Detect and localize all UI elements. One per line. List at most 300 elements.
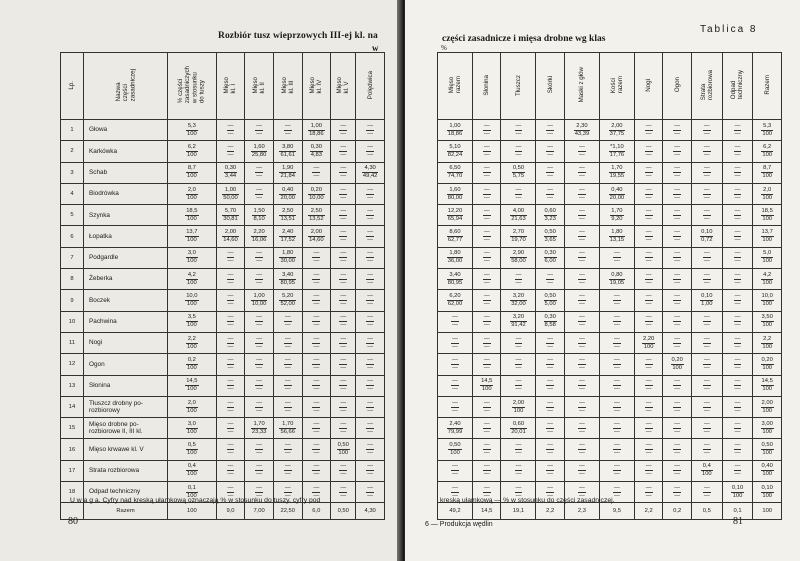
value-of-part: —: [256, 322, 263, 329]
table-row: [438, 205, 782, 226]
fraction: [673, 336, 681, 351]
value-cell: [722, 439, 753, 460]
fraction: [515, 272, 523, 287]
value-of-carcass: 1,00: [251, 293, 268, 301]
fraction: [703, 357, 711, 372]
value-of-carcass: —: [313, 293, 320, 300]
fraction: [546, 144, 554, 159]
value-cell: [472, 247, 501, 268]
value-of-part: —: [367, 258, 374, 265]
value-of-part: —: [227, 471, 234, 478]
value-cell: [722, 269, 753, 290]
value-of-carcass: 12,20: [447, 207, 463, 214]
fraction: [339, 485, 347, 500]
value-cell: [472, 439, 501, 460]
value-cell: [564, 183, 599, 204]
fraction: [609, 144, 626, 159]
fraction: [578, 272, 586, 287]
value-of-carcass: —: [284, 378, 291, 385]
value-of-part: —: [483, 173, 490, 180]
fraction: [186, 272, 198, 287]
value-of-part: —: [579, 173, 585, 180]
value-of-part: 4,83: [310, 151, 322, 158]
value-cell: [722, 290, 753, 311]
fraction: [186, 421, 198, 436]
value-of-carcass: 1,00: [308, 123, 325, 131]
header-text: Maski z głów: [578, 67, 586, 103]
fraction: [308, 229, 325, 244]
value-of-part: —: [256, 364, 263, 371]
fraction: [761, 272, 773, 287]
fraction: [227, 293, 235, 308]
value-cell: [302, 375, 331, 396]
value-of-part: 30,00: [280, 258, 295, 265]
value-cell: [753, 354, 782, 375]
value-of-part: —: [674, 450, 681, 457]
fraction: [222, 229, 239, 244]
header-text: Kości razem: [609, 76, 624, 94]
value-of-part: —: [256, 173, 263, 180]
value-cell: [331, 247, 356, 268]
value-of-part: 100: [762, 322, 773, 329]
value-cell: [168, 439, 217, 460]
value-of-carcass: —: [313, 420, 320, 427]
value-cell: [472, 290, 501, 311]
fraction: [483, 187, 491, 202]
value-of-part: —: [579, 215, 585, 222]
value-cell: [356, 141, 385, 162]
value-cell: [472, 354, 501, 375]
value-of-part: —: [547, 450, 554, 457]
value-of-part: 10,00: [309, 194, 324, 201]
value-of-part: —: [284, 386, 291, 393]
row-number: 16: [61, 439, 84, 460]
value-of-carcass: —: [313, 484, 320, 491]
value-of-part: —: [645, 492, 652, 499]
value-of-carcass: —: [313, 463, 320, 470]
fraction: [447, 421, 464, 436]
value-of-carcass: —: [227, 293, 234, 300]
value-of-carcass: —: [579, 442, 585, 449]
value-of-part: —: [256, 279, 263, 286]
table-row: [438, 418, 782, 439]
fraction: [227, 272, 235, 287]
value-of-part: —: [256, 471, 263, 478]
fraction: [701, 463, 713, 478]
value-of-part: —: [645, 237, 652, 244]
value-of-carcass: —: [367, 442, 374, 449]
value-of-part: —: [547, 151, 554, 158]
value-cell: [663, 311, 692, 332]
part-name: Głowa: [84, 120, 168, 141]
value-cell: [168, 162, 217, 183]
value-of-carcass: —: [674, 399, 681, 406]
value-of-part: —: [452, 386, 458, 393]
fraction: [613, 463, 621, 478]
value-of-part: 100: [762, 428, 773, 435]
value-of-part: —: [614, 258, 620, 265]
value-of-part: —: [367, 343, 374, 350]
value-of-part: —: [734, 173, 741, 180]
footnote: U w a g a. Cyfry nad kreską ułamkową oznaczają % w stosunku do tuszy, cyfry pod: [70, 497, 321, 504]
value-cell: [216, 247, 245, 268]
value-of-part: —: [340, 215, 347, 222]
value-cell: [663, 247, 692, 268]
fraction: [227, 357, 235, 372]
value-of-carcass: 2,20: [642, 335, 655, 342]
value-of-part: —: [734, 279, 741, 286]
value-of-part: 100: [187, 450, 197, 457]
value-of-carcass: —: [703, 420, 710, 427]
value-cell: [564, 332, 599, 353]
value-of-carcass: 8,7: [763, 165, 772, 172]
value-cell: [302, 269, 331, 290]
value-of-part: —: [483, 407, 490, 414]
value-of-carcass: —: [674, 463, 681, 470]
value-of-carcass: —: [313, 165, 320, 172]
table-row: [61, 354, 385, 375]
value-of-part: —: [579, 364, 585, 371]
value-of-carcass: —: [547, 143, 554, 150]
fraction: [734, 272, 742, 287]
value-of-part: —: [579, 407, 585, 414]
value-of-part: 100: [187, 428, 197, 435]
value-cell: [501, 439, 536, 460]
value-of-carcass: 1,80: [447, 250, 464, 258]
value-of-part: —: [703, 343, 710, 350]
value-of-carcass: —: [340, 229, 347, 236]
value-cell: [501, 354, 536, 375]
fraction: [645, 442, 653, 457]
value-of-part: —: [645, 450, 652, 457]
value-cell: [501, 205, 536, 226]
value-of-carcass: 3,40: [447, 272, 464, 280]
table-row: [61, 247, 385, 268]
value-of-part: —: [284, 492, 291, 499]
value-of-carcass: —: [674, 293, 681, 300]
fraction: [546, 442, 554, 457]
value-of-carcass: —: [367, 229, 374, 236]
value-of-carcass: 1,50: [253, 207, 265, 214]
value-of-part: —: [483, 279, 490, 286]
value-of-carcass: —: [483, 229, 490, 236]
fraction: [512, 165, 525, 180]
value-of-carcass: —: [734, 314, 741, 321]
value-of-carcass: —: [645, 229, 652, 236]
fraction: [339, 463, 347, 478]
fraction: [515, 463, 523, 478]
value-of-part: —: [579, 322, 585, 329]
fraction: [645, 421, 653, 436]
value-of-part: —: [367, 151, 374, 158]
value-of-part: —: [340, 279, 347, 286]
header-text: Odpad techniczny: [730, 70, 745, 100]
value-cell: [663, 332, 692, 353]
value-of-part: —: [227, 322, 234, 329]
fraction: [339, 208, 347, 223]
fraction: [186, 144, 198, 159]
value-of-carcass: —: [674, 143, 681, 150]
value-cell: [356, 332, 385, 353]
value-of-carcass: 10,0: [761, 293, 773, 300]
value-cell: [691, 290, 722, 311]
fraction: [251, 421, 268, 436]
fraction: [366, 144, 374, 159]
value-of-part: 100: [187, 194, 197, 201]
fraction: [734, 123, 742, 138]
value-of-part: —: [703, 258, 710, 265]
value-of-part: —: [734, 322, 741, 329]
fraction: [544, 293, 557, 308]
value-of-carcass: 3,00: [761, 420, 773, 427]
value-of-part: 100: [187, 343, 197, 350]
part-name: Podgardle: [84, 247, 168, 268]
fraction: [544, 208, 557, 223]
value-of-carcass: 3,5: [187, 314, 196, 321]
table-row: [438, 269, 782, 290]
table-row: [61, 418, 385, 439]
value-of-carcass: —: [256, 271, 263, 278]
fraction: [339, 250, 347, 265]
fraction: [279, 229, 296, 244]
value-of-part: —: [515, 386, 522, 393]
value-of-part: —: [674, 194, 681, 201]
value-cell: [216, 141, 245, 162]
header-text: Nogi: [645, 78, 653, 92]
value-cell: [356, 439, 385, 460]
value-of-part: —: [284, 471, 291, 478]
value-of-part: 100: [762, 301, 773, 308]
value-of-part: —: [614, 386, 620, 393]
value-cell: [753, 311, 782, 332]
fraction: [673, 442, 681, 457]
value-of-carcass: —: [452, 484, 458, 491]
value-cell: [302, 311, 331, 332]
fraction: [339, 187, 347, 202]
value-of-carcass: —: [547, 484, 554, 491]
fraction: [447, 208, 464, 223]
value-of-part: —: [227, 279, 234, 286]
value-of-part: 50,00: [223, 194, 238, 201]
value-of-carcass: —: [734, 463, 741, 470]
value-of-carcass: 4,00: [510, 208, 527, 216]
value-of-part: —: [645, 322, 652, 329]
value-cell: [663, 375, 692, 396]
part-name: Mięso drobne po- rozbiorowe II, III kl.: [84, 418, 168, 439]
value-cell: [331, 460, 356, 481]
value-cell: [663, 141, 692, 162]
value-of-part: 1,00: [701, 301, 713, 308]
value-of-part: —: [483, 194, 490, 201]
value-cell: [663, 354, 692, 375]
value-of-part: —: [547, 364, 554, 371]
value-cell: [302, 332, 331, 353]
value-cell: [302, 439, 331, 460]
value-cell: [331, 183, 356, 204]
fraction: [544, 314, 557, 329]
value-of-carcass: —: [645, 293, 652, 300]
value-cell: [168, 311, 217, 332]
part-name: Odpad techniczny: [84, 482, 168, 503]
value-cell: [245, 120, 274, 141]
fraction: [366, 208, 374, 223]
value-of-carcass: —: [674, 229, 681, 236]
value-of-part: 100: [762, 258, 773, 265]
fraction: [700, 293, 713, 308]
row-number: 8: [61, 269, 84, 290]
value-cell: [438, 396, 473, 417]
value-cell: [722, 375, 753, 396]
value-of-carcass: 0,60: [510, 421, 527, 429]
value-of-carcass: —: [614, 335, 620, 342]
fraction: [515, 187, 523, 202]
value-of-part: 3,44: [224, 173, 237, 180]
fraction: [578, 208, 586, 223]
fraction: [312, 442, 320, 457]
fraction: [308, 123, 325, 138]
value-of-carcass: —: [734, 335, 741, 342]
fraction: [448, 442, 461, 457]
value-of-carcass: —: [515, 122, 522, 129]
value-cell: [722, 226, 753, 247]
fraction: [227, 442, 235, 457]
value-of-carcass: —: [483, 420, 490, 427]
fraction: [227, 463, 235, 478]
value-of-carcass: —: [483, 207, 490, 214]
total-cell: 7,00: [245, 503, 274, 520]
fraction: [366, 485, 374, 500]
fraction: [186, 123, 198, 138]
value-cell: [472, 226, 501, 247]
value-of-part: —: [547, 194, 554, 201]
fraction: [227, 336, 235, 351]
value-of-part: —: [313, 407, 320, 414]
value-of-part: —: [340, 130, 347, 137]
value-of-part: —: [452, 343, 458, 350]
value-of-part: 100: [672, 364, 682, 371]
fraction: [366, 250, 374, 265]
value-of-part: 100: [762, 471, 773, 478]
value-cell: [753, 269, 782, 290]
part-name: Boczek: [84, 290, 168, 311]
fraction: [734, 208, 742, 223]
fraction: [645, 357, 653, 372]
value-of-carcass: 0,50: [544, 229, 556, 236]
value-of-part: —: [227, 428, 234, 435]
column-header: [564, 53, 599, 120]
value-of-carcass: 3,20: [510, 293, 527, 301]
value-of-carcass: —: [674, 122, 681, 129]
value-of-part: —: [313, 386, 320, 393]
value-cell: [273, 247, 302, 268]
value-of-carcass: 2,20: [251, 229, 268, 237]
value-of-carcass: —: [614, 293, 620, 300]
value-of-carcass: —: [547, 420, 554, 427]
value-cell: [722, 141, 753, 162]
value-of-carcass: —: [579, 420, 585, 427]
value-of-part: 100: [450, 450, 460, 457]
value-of-carcass: —: [452, 335, 458, 342]
value-of-part: 13,52: [309, 215, 324, 222]
fraction: [227, 378, 235, 393]
value-of-carcass: 14,5: [761, 378, 773, 385]
value-of-part: 100: [481, 386, 492, 393]
value-cell: [634, 375, 663, 396]
fraction: [279, 144, 296, 159]
fraction: [761, 250, 773, 265]
value-cell: [216, 354, 245, 375]
value-cell: [722, 354, 753, 375]
fraction: [186, 442, 198, 457]
value-of-carcass: —: [614, 356, 620, 363]
value-of-part: —: [547, 130, 554, 137]
total-label: Razem: [84, 503, 168, 520]
value-cell: [438, 311, 473, 332]
fraction: [312, 421, 320, 436]
fraction: [761, 378, 774, 393]
value-of-part: —: [547, 428, 554, 435]
value-of-carcass: —: [734, 229, 741, 236]
value-cell: [273, 226, 302, 247]
value-of-part: —: [483, 322, 490, 329]
value-of-part: —: [284, 343, 291, 350]
value-of-part: —: [734, 407, 741, 414]
value-of-part: —: [579, 151, 585, 158]
value-of-carcass: —: [515, 484, 522, 491]
value-cell: [536, 247, 565, 268]
value-of-part: —: [483, 471, 490, 478]
value-cell: [634, 418, 663, 439]
table-row: [438, 141, 782, 162]
value-of-part: —: [483, 301, 490, 308]
row-number: 6: [61, 226, 84, 247]
value-of-part: —: [227, 151, 234, 158]
fraction: [186, 314, 198, 329]
fraction: [451, 463, 459, 478]
value-of-part: —: [340, 237, 347, 244]
fraction: [673, 314, 681, 329]
value-of-carcass: —: [579, 207, 585, 214]
value-of-carcass: —: [547, 378, 554, 385]
part-name: Mięso krwawe kl. V: [84, 439, 168, 460]
value-of-part: 21,63: [511, 215, 526, 222]
value-of-carcass: 5,3: [763, 122, 772, 129]
value-cell: [663, 460, 692, 481]
value-cell: [331, 332, 356, 353]
value-of-carcass: —: [227, 143, 234, 150]
value-cell: [753, 375, 782, 396]
fraction: [761, 357, 774, 372]
fraction: [366, 314, 374, 329]
value-cell: [691, 418, 722, 439]
value-of-part: —: [579, 471, 585, 478]
table-row: [438, 247, 782, 268]
value-of-part: —: [614, 301, 620, 308]
table-row: [61, 226, 385, 247]
fraction: [186, 463, 198, 478]
value-cell: [245, 141, 274, 162]
value-of-carcass: —: [579, 314, 585, 321]
fraction: [703, 208, 711, 223]
value-cell: [472, 375, 501, 396]
value-of-carcass: —: [645, 356, 652, 363]
value-cell: [302, 205, 331, 226]
value-of-carcass: 3,50: [761, 314, 773, 321]
value-cell: [273, 418, 302, 439]
value-of-carcass: —: [227, 250, 234, 257]
fraction: [578, 400, 586, 415]
fraction: [312, 357, 320, 372]
